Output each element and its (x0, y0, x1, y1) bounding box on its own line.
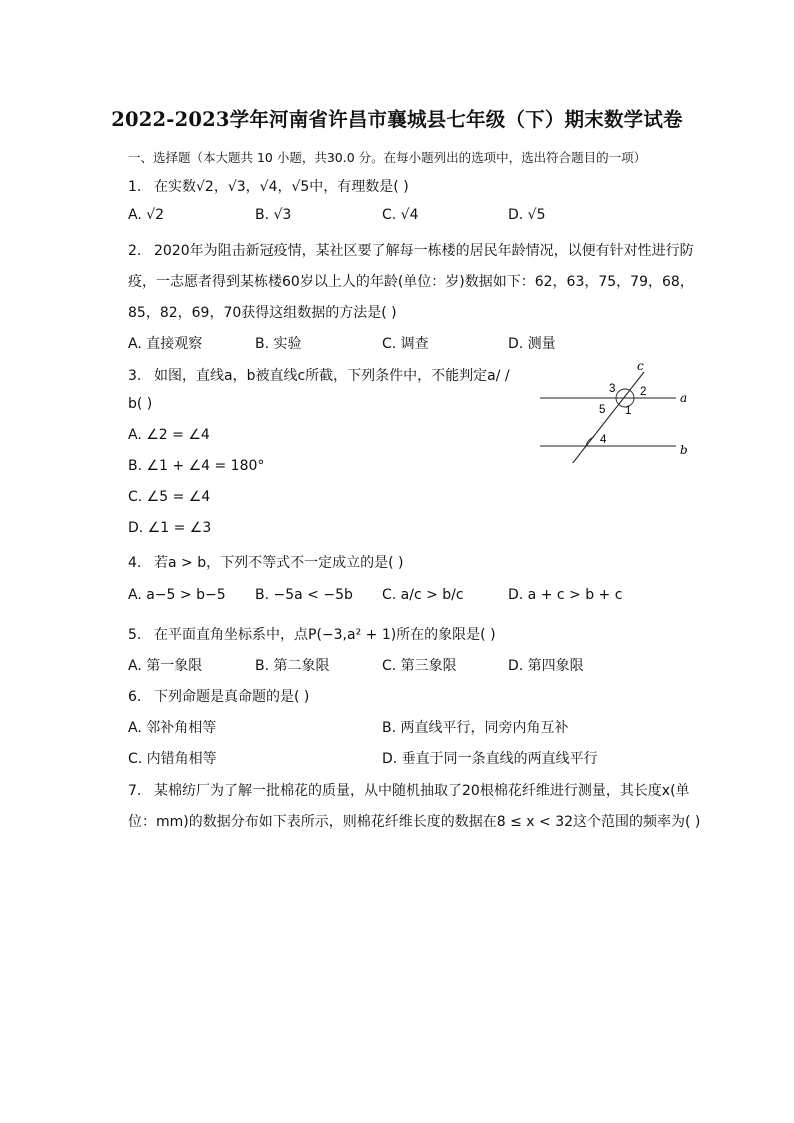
angle-2-label: 2 (640, 386, 647, 398)
angle-1-label: 1 (625, 405, 632, 417)
q1-option-b: B. √3 (255, 207, 292, 223)
question-4 (128, 552, 403, 572)
q2-option-a: A. 直接观察 (128, 336, 203, 352)
question-number: 7. (128, 783, 142, 799)
q2-option-d: D. 测量 (508, 336, 556, 352)
question-3 (128, 365, 510, 385)
angle-3-label: 3 (609, 383, 616, 395)
q3-option-d: D. ∠1 = ∠3 (128, 520, 212, 536)
question-number: 2. (128, 243, 142, 259)
angle-5-label: 5 (599, 404, 606, 416)
q5-option-b: B. 第二象限 (255, 658, 330, 674)
question-text: 如图，直线a，b被直线c所截，下列条件中，不能判定a/ / (154, 368, 510, 384)
question-text: 下列命题是真命题的是( ) (154, 689, 310, 705)
question-number: 3. (128, 368, 142, 384)
q5-option-d: D. 第四象限 (508, 658, 584, 674)
question-number: 5. (128, 627, 142, 643)
q6-option-c: C. 内错角相等 (128, 751, 217, 767)
question-text: 在平面直角坐标系中，点P(−3,a² + 1)所在的象限是( ) (154, 627, 496, 643)
q3-option-b: B. ∠1 + ∠4 = 180° (128, 458, 265, 474)
page-title: 2022-2023学年河南省许昌市襄城县七年级（下）期末数学试卷 (111, 108, 683, 131)
label-c: c (637, 359, 644, 373)
q4-option-c: C. a/c > b/c (382, 587, 464, 603)
question-text-cont: 疫，一志愿者得到某栋楼60岁以上人的年龄(单位：岁)数据如下：62，63，75，79，68， (128, 274, 694, 290)
q3-option-a: A. ∠2 = ∠4 (128, 427, 210, 443)
question-text: 在实数√2，√3，√4，√5中，有理数是( ) (154, 179, 409, 195)
question-6 (128, 686, 309, 706)
question-7 (128, 780, 690, 800)
question-text-cont: 位：mm)的数据分布如下表所示，则棉花纤维长度的数据在8 ≤ x < 32这个范围的频率为( ) (128, 814, 701, 830)
label-a: a (680, 391, 688, 405)
q3-option-c: C. ∠5 = ∠4 (128, 489, 211, 505)
q1-option-c: C. √4 (382, 207, 419, 223)
q4-option-d: D. a + c > b + c (508, 587, 623, 603)
section-heading: 一、选择题（本大题共 10 小题，共30.0 分。在每小题列出的选项中，选出符合题目的一项） (128, 150, 647, 165)
q2-option-c: C. 调查 (382, 336, 429, 352)
question-number: 6. (128, 689, 142, 705)
q4-option-b: B. −5a < −5b (255, 587, 353, 603)
q5-option-a: A. 第一象限 (128, 658, 203, 674)
question-text-cont: b( ) (128, 396, 153, 412)
question-5 (128, 624, 496, 644)
q2-option-b: B. 实验 (255, 336, 302, 352)
q1-option-a: A. √2 (128, 207, 165, 223)
q5-option-c: C. 第三象限 (382, 658, 457, 674)
question-text: 若a > b，下列不等式不一定成立的是( ) (154, 555, 404, 571)
question-text-cont: 85，82，69，70获得这组数据的方法是( ) (128, 305, 397, 321)
question-text: 某棉纺厂为了解一批棉花的质量，从中随机抽取了20根棉花纤维进行测量，其长度x(单 (154, 783, 690, 799)
parallel-lines-figure (534, 358, 694, 463)
q4-option-a: A. a−5 > b−5 (128, 587, 226, 603)
q6-option-b: B. 两直线平行，同旁内角互补 (382, 720, 569, 736)
q6-option-a: A. 邻补角相等 (128, 720, 217, 736)
angle-4-label: 4 (600, 434, 607, 446)
label-b: b (680, 443, 688, 457)
question-text: 2020年为阻击新冠疫情，某社区要了解每一栋楼的居民年龄情况，以便有针对性进行防 (154, 243, 694, 259)
question-number: 1. (128, 179, 142, 195)
q6-option-d: D. 垂直于同一条直线的两直线平行 (382, 751, 598, 767)
question-1 (128, 176, 409, 196)
question-number: 4. (128, 555, 142, 571)
question-2 (128, 240, 694, 260)
q1-option-d: D. √5 (508, 207, 546, 223)
line-c (572, 372, 647, 463)
